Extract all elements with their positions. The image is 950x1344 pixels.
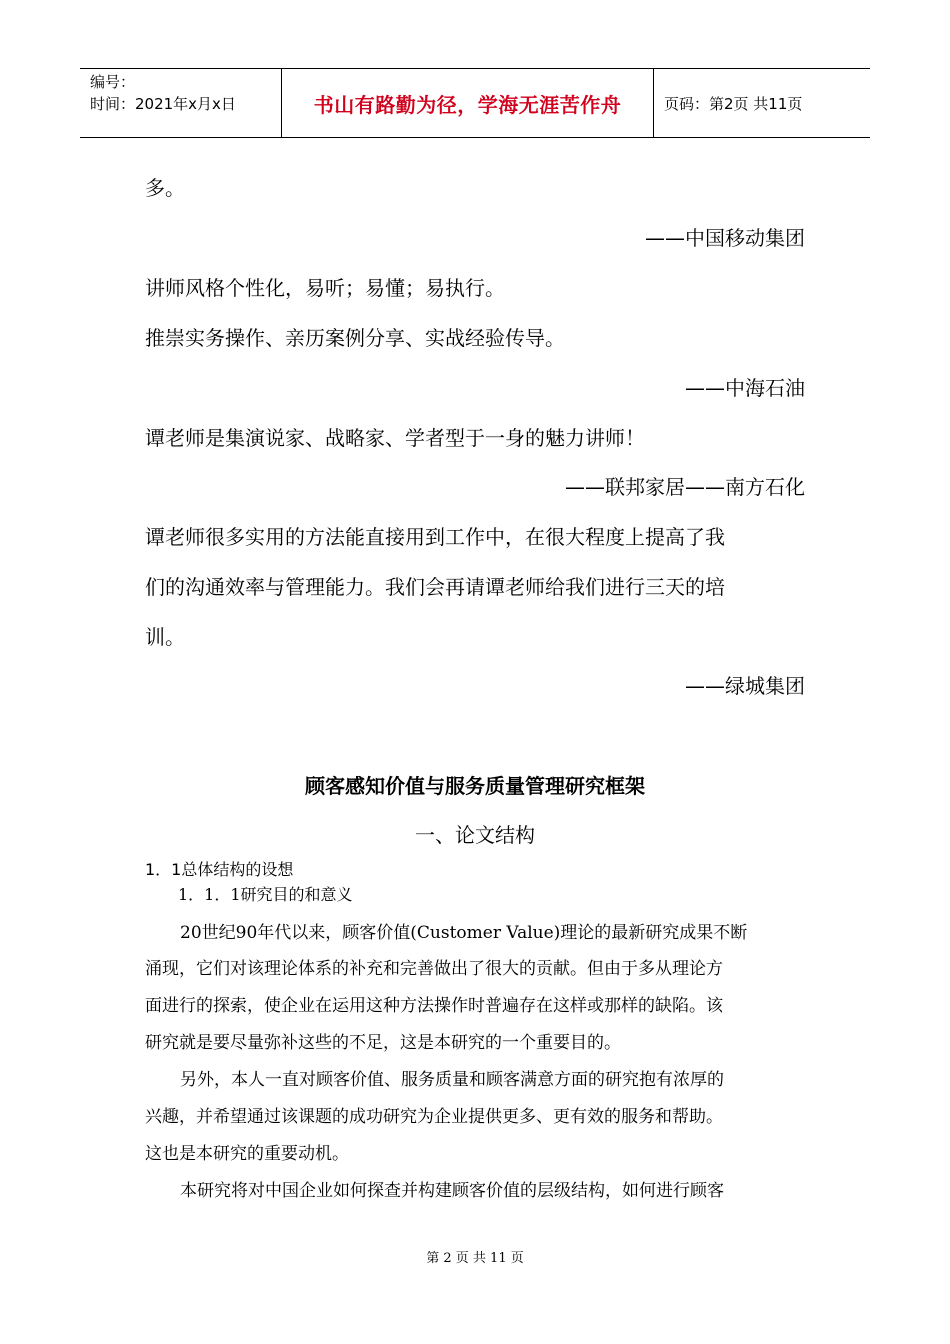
header-meta <box>80 69 282 137</box>
body-paragraph-line: 面进行的探索，使企业在运用这种方法操作时普遍存在这样或那样的缺陷。该 <box>145 996 723 1016</box>
testimonial-source: ——中国移动集团 <box>645 226 805 250</box>
testimonial-text: 谭老师很多实用的方法能直接用到工作中，在很大程度上提高了我 <box>145 525 725 549</box>
header-motto: 书山有路勤为径，学海无涯苦作舟 <box>313 92 622 117</box>
time-label: 时间：2021年x月x日 <box>90 95 236 113</box>
body-paragraph-line: 研究就是要尽量弥补这些的不足，这是本研究的一个重要目的。 <box>145 1033 621 1053</box>
article-title: 顾客感知价值与服务质量管理研究框架 <box>305 774 645 798</box>
testimonial-text: 讲师风格个性化，易听；易懂；易执行。 <box>145 276 505 300</box>
header-motto-cell <box>282 69 654 137</box>
subsection-heading: 1．1总体结构的设想 <box>145 860 294 879</box>
subsubsection-heading: 1．1．1研究目的和意义 <box>178 885 353 904</box>
body-paragraph-line: 20世纪90年代以来，顾客价值(Customer Value)理论的最新研究成果不断 <box>180 923 748 943</box>
body-paragraph-line: 这也是本研究的重要动机。 <box>145 1144 349 1164</box>
testimonial-source: ——绿城集团 <box>685 674 805 698</box>
testimonial-text: 谭老师是集演说家、战略家、学者型于一身的魅力讲师！ <box>145 426 645 450</box>
page-header <box>80 68 870 138</box>
body-paragraph-line: 本研究将对中国企业如何探查并构建顾客价值的层级结构，如何进行顾客 <box>180 1181 724 1201</box>
body-paragraph-line: 涌现，它们对该理论体系的补充和完善做出了很大的贡献。但由于多从理论方 <box>145 959 723 979</box>
testimonial-text: 们的沟通效率与管理能力。我们会再请谭老师给我们进行三天的培 <box>145 575 725 599</box>
number-label: 编号： <box>90 73 136 91</box>
body-paragraph-line: 兴趣，并希望通过该课题的成功研究为企业提供更多、更有效的服务和帮助。 <box>145 1107 723 1127</box>
page-footer: 第 2 页 共 11 页 <box>426 1251 524 1266</box>
header-page-info: 页码：第2页 共11页 <box>664 94 803 113</box>
testimonial-source: ——中海石油 <box>685 376 805 400</box>
body-paragraph-line: 另外，本人一直对顾客价值、服务质量和顾客满意方面的研究抱有浓厚的 <box>180 1070 724 1090</box>
testimonial-text: 训。 <box>145 625 185 649</box>
testimonial-text: 推崇实务操作、亲历案例分享、实战经验传导。 <box>145 326 565 350</box>
testimonial-text: 多。 <box>145 176 185 200</box>
section-heading: 一、论文结构 <box>415 823 535 847</box>
testimonial-source: ——联邦家居——南方石化 <box>565 475 805 499</box>
